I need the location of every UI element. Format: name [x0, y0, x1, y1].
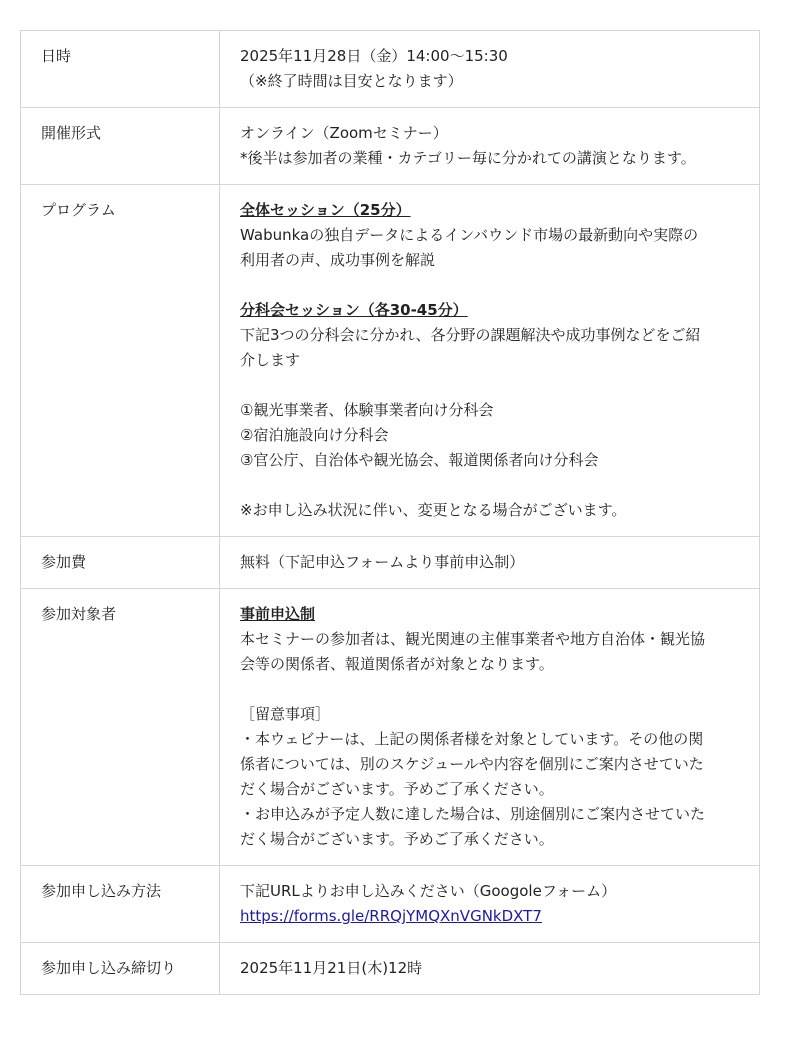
session2-text-line: 下記3つの分科会に分かれ、各分野の課題解決や成功事例などをご紹	[240, 326, 701, 344]
note-line: ・お申込みが予定人数に達した場合は、別途個別にご案内させていた	[240, 805, 706, 823]
table-row-deadline	[21, 943, 760, 995]
value-cell	[220, 943, 760, 995]
date-note: （※終了時間は目安となります）	[240, 72, 463, 90]
event-details-table	[20, 30, 760, 995]
value-cell	[220, 866, 760, 943]
format-value: オンライン（Zoomセミナー）	[240, 124, 448, 142]
method-label: 参加申し込み方法	[41, 882, 162, 900]
fee-label: 参加費	[41, 553, 87, 571]
table-row-fee	[21, 537, 760, 589]
session2-text-line: 介します	[240, 351, 301, 369]
label-cell	[21, 31, 220, 108]
spacer	[240, 473, 747, 498]
spacer	[240, 273, 747, 298]
table-row-program	[21, 185, 760, 537]
value-cell	[220, 537, 760, 589]
target-text-line: 本セミナーの参加者は、観光関連の主催事業者や地方自治体・観光協	[240, 630, 706, 648]
fee-value: 無料（下記申込フォームより事前申込制）	[240, 553, 525, 571]
label-cell	[21, 108, 220, 185]
table-row-method	[21, 866, 760, 943]
table-row-target	[21, 589, 760, 866]
date-label: 日時	[41, 47, 72, 65]
breakout-item: ②宿泊施設向け分科会	[240, 426, 389, 444]
session1-text-line: Wabunkaの独自データによるインバウンド市場の最新動向や実際の	[240, 226, 699, 244]
target-heading: 事前申込制	[240, 605, 316, 623]
target-label: 参加対象者	[41, 605, 117, 623]
registration-form-link[interactable]: https://forms.gle/RRQjYMQXnVGNkDXT7	[240, 907, 542, 925]
label-cell	[21, 943, 220, 995]
breakout-item: ③官公庁、自治体や観光協会、報道関係者向け分科会	[240, 451, 599, 469]
note-line: 係者については、別のスケジュールや内容を個別にご案内させていた	[240, 755, 704, 773]
note-line: ・本ウェビナーは、上記の関係者様を対象としています。その他の関	[240, 730, 704, 748]
program-note: ※お申し込み状況に伴い、変更となる場合がございます。	[240, 501, 627, 519]
deadline-value: 2025年11月21日(木)12時	[240, 959, 423, 977]
note-line: だく場合がございます。予めご了承ください。	[240, 780, 554, 798]
spacer	[240, 677, 747, 702]
note-line: だく場合がございます。予めご了承ください。	[240, 830, 554, 848]
table-row-format	[21, 108, 760, 185]
format-note: *後半は参加者の業種・カテゴリー毎に分かれての講演となります。	[240, 149, 696, 167]
spacer	[240, 373, 747, 398]
label-cell	[21, 589, 220, 866]
value-cell	[220, 31, 760, 108]
session1-heading: 全体セッション（25分）	[240, 201, 411, 219]
target-text-line: 会等の関係者、報道関係者が対象となります。	[240, 655, 554, 673]
notes-heading: ［留意事項］	[240, 705, 331, 723]
value-cell	[220, 185, 760, 537]
deadline-label: 参加申し込み締切り	[41, 959, 177, 977]
value-cell	[220, 108, 760, 185]
label-cell	[21, 537, 220, 589]
breakout-item: ①観光事業者、体験事業者向け分科会	[240, 401, 494, 419]
method-text: 下記URLよりお申し込みください（Googoleフォーム）	[240, 882, 617, 900]
label-cell	[21, 185, 220, 537]
label-cell	[21, 866, 220, 943]
session1-text-line: 利用者の声、成功事例を解説	[240, 251, 436, 269]
value-cell	[220, 589, 760, 866]
session2-heading: 分科会セッション（各30-45分）	[240, 301, 468, 319]
program-label: プログラム	[41, 201, 116, 219]
table-row-date	[21, 31, 760, 108]
format-label: 開催形式	[41, 124, 102, 142]
date-value: 2025年11月28日（金）14:00〜15:30	[240, 47, 508, 65]
